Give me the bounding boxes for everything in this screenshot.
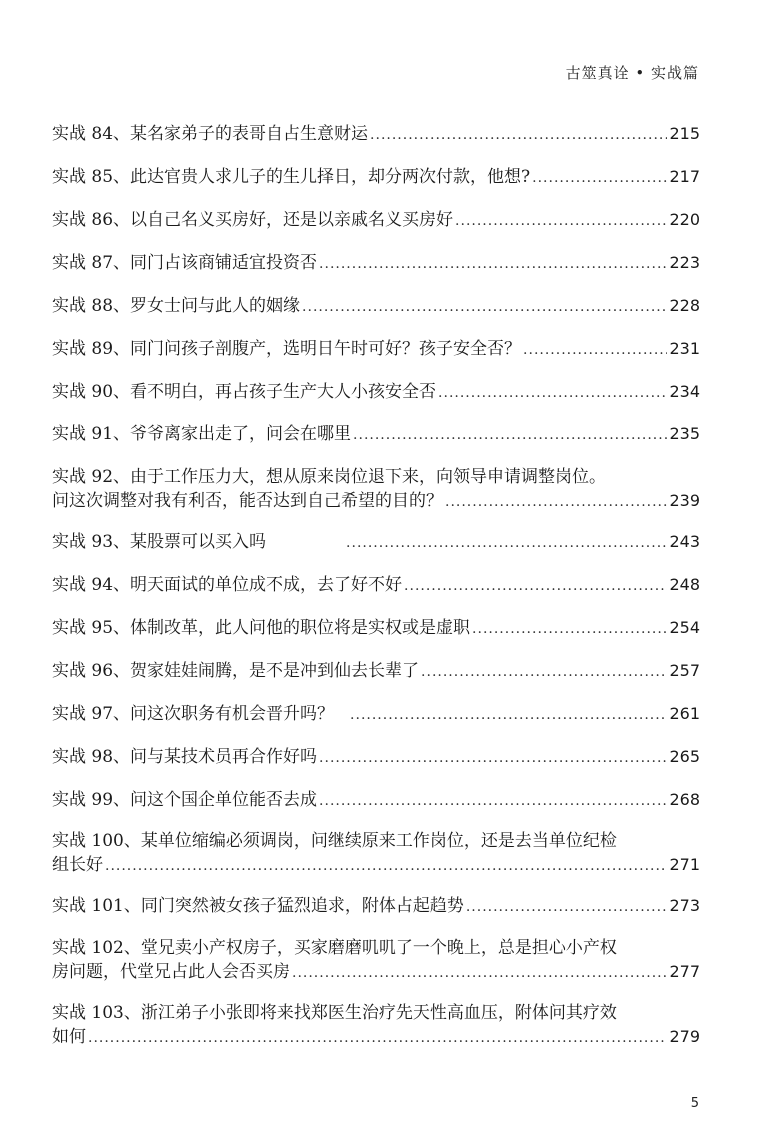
entry-title-line-2: 组长好: [52, 855, 103, 875]
entry-title: 实战 84、某名家弟子的表哥自占生意财运: [52, 124, 369, 144]
entry-title-line-2: 如何: [52, 1027, 86, 1047]
toc-entry-99[interactable]: [52, 788, 700, 812]
leader-dots: [455, 209, 667, 233]
leader-dots: [421, 660, 667, 684]
entry-title: 实战 101、同门突然被女孩子猛烈追求，附体占起趋势: [52, 896, 464, 916]
running-header: 古筮真诠 • 实战篇: [565, 64, 699, 82]
leader-dots: [292, 961, 667, 985]
leader-dots: [445, 490, 667, 514]
toc-entry-85[interactable]: [52, 165, 700, 189]
toc-entry-100[interactable]: [52, 829, 700, 878]
leader-dots: [370, 123, 667, 147]
leader-dots: [353, 423, 667, 447]
entry-page: 243: [669, 532, 700, 551]
leader-dots: [319, 252, 667, 276]
toc-entry-94[interactable]: [52, 573, 700, 597]
entry-title: 实战 95、体制改革，此人问他的职位将是实权或是虚职: [52, 618, 471, 638]
leader-dots: [404, 574, 667, 598]
entry-title-line-1: 实战 102、堂兄卖小产权房子，买家磨磨叽叽了一个晚上，总是担心小产权: [52, 938, 617, 958]
entry-page: 257: [669, 661, 700, 680]
toc-entry-84[interactable]: [52, 122, 700, 146]
entry-page: 273: [669, 896, 700, 915]
leader-dots: [472, 617, 667, 641]
entry-page: 279: [669, 1027, 700, 1046]
toc-entry-89[interactable]: [52, 337, 700, 361]
entry-page: 271: [669, 855, 700, 874]
entry-title: 实战 86、以自己名义买房好，还是以亲戚名义买房好: [52, 210, 454, 230]
entry-title: 实战 98、问与某技术员再合作好吗: [52, 747, 318, 767]
toc-entry-95[interactable]: [52, 616, 700, 640]
leader-dots: [438, 381, 667, 405]
entry-page: 239: [669, 491, 700, 510]
leader-dots: [346, 531, 667, 555]
entry-page: 228: [669, 296, 700, 315]
entry-title-line-1: 实战 92、由于工作压力大，想从原来岗位退下来，向领导申请调整岗位。: [52, 467, 607, 487]
entry-page: 217: [669, 167, 700, 186]
entry-page: 261: [669, 704, 700, 723]
toc-entry-96[interactable]: [52, 659, 700, 683]
entry-title: 实战 85、此达官贵人求儿子的生儿择日，却分两次付款，他想?: [52, 167, 531, 187]
page-number: 5: [690, 1096, 699, 1111]
entry-page: 277: [669, 962, 700, 981]
entry-page: 248: [669, 575, 700, 594]
entry-title-line-2: 问这次调整对我有利否，能否达到自己希望的目的？: [52, 491, 443, 511]
toc-entry-91[interactable]: [52, 422, 700, 446]
leader-dots: [523, 338, 667, 362]
toc-entry-102[interactable]: [52, 936, 700, 985]
leader-dots: [319, 746, 667, 770]
entry-page: 215: [669, 124, 700, 143]
leader-dots: [466, 895, 668, 919]
entry-title: 实战 93、某股票可以买入吗: [52, 532, 267, 552]
entry-title: 实战 87、同门占该商铺适宜投资否: [52, 253, 318, 273]
leader-dots: [88, 1026, 667, 1050]
entry-title: 实战 89、同门问孩子剖腹产，选明日午时可好？孩子安全否？: [52, 339, 522, 359]
toc-entry-103[interactable]: [52, 1001, 700, 1050]
leader-dots: [105, 854, 667, 878]
entry-page: 234: [669, 382, 700, 401]
toc-entry-97[interactable]: [52, 702, 700, 726]
toc-entry-101[interactable]: [52, 894, 700, 918]
entry-page: 220: [669, 210, 700, 229]
toc-entry-92[interactable]: [52, 465, 700, 514]
entry-page: 231: [669, 339, 700, 358]
entry-page: 265: [669, 747, 700, 766]
entry-title: 实战 97、问这次职务有机会晋升吗？: [52, 704, 335, 724]
entry-page: 235: [669, 424, 700, 443]
entry-title: 实战 94、明天面试的单位成不成，去了好不好: [52, 575, 403, 595]
entry-page: 254: [669, 618, 700, 637]
entry-title: 实战 90、看不明白，再占孩子生产大人小孩安全否: [52, 382, 437, 402]
entry-page: 223: [669, 253, 700, 272]
entry-page: 268: [669, 790, 700, 809]
leader-dots: [532, 166, 667, 190]
entry-title-line-2: 房问题，代堂兄占此人会否买房: [52, 962, 290, 982]
entry-title-line-1: 实战 103、浙江弟子小张即将来找郑医生治疗先天性高血压，附体问其疗效: [52, 1003, 617, 1023]
leader-dots: [350, 703, 667, 727]
entry-title: 实战 88、罗女士问与此人的姻缘: [52, 296, 301, 316]
leader-dots: [319, 789, 667, 813]
entry-title: 实战 99、问这个国企单位能否去成: [52, 790, 318, 810]
leader-dots: [302, 295, 667, 319]
toc-entry-86[interactable]: [52, 208, 700, 232]
toc-entry-90[interactable]: [52, 380, 700, 404]
toc-entry-88[interactable]: [52, 294, 700, 318]
entry-title: 实战 96、贺家娃娃闹腾，是不是冲到仙去长辈了: [52, 661, 420, 681]
toc-entry-98[interactable]: [52, 745, 700, 769]
entry-title-line-1: 实战 100、某单位缩编必须调岗，问继续原来工作岗位，还是去当单位纪检: [52, 831, 617, 851]
toc-entry-87[interactable]: [52, 251, 700, 275]
toc-entry-93[interactable]: [52, 530, 700, 554]
entry-title: 实战 91、爷爷离家出走了，问会在哪里: [52, 424, 352, 444]
